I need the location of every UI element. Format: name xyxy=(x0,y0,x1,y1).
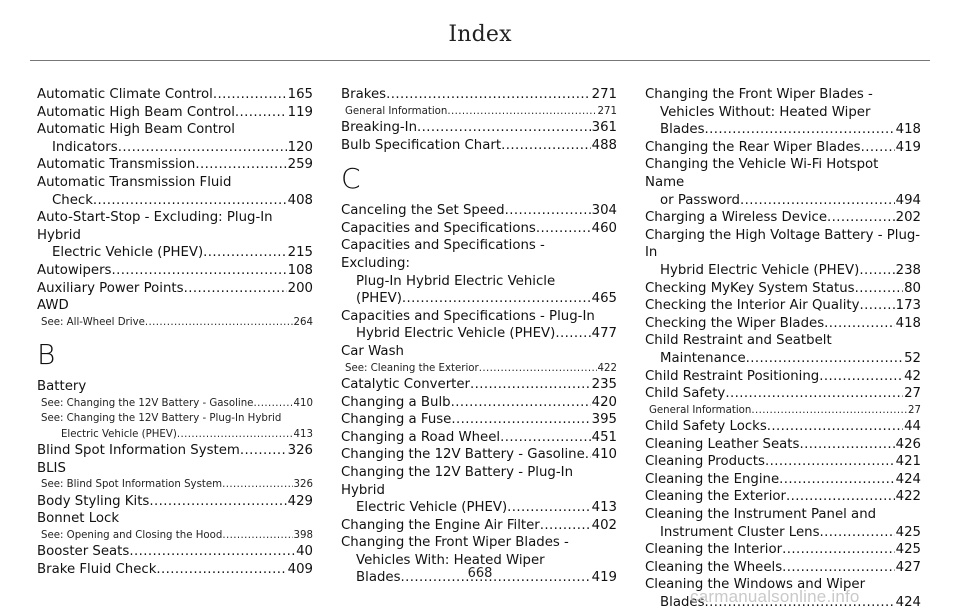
title-divider xyxy=(30,60,930,61)
entry-text-cont: Electric Vehicle (PHEV) xyxy=(356,500,508,516)
dot-leader xyxy=(799,436,894,454)
entry-text: Changing the Vehicle Wi-Fi Hotspot Name xyxy=(645,157,879,190)
index-entry[interactable] xyxy=(37,543,313,561)
entry-text: See: Changing the 12V Battery - Plug-In Hybrid xyxy=(41,413,282,425)
dot-leader xyxy=(235,104,287,122)
page-ref[interactable]: 108 xyxy=(287,262,313,278)
dot-leader xyxy=(540,517,591,535)
entry-text-cont: Plug-In Hybrid Electric Vehicle xyxy=(356,273,556,289)
page-ref[interactable]: 259 xyxy=(287,157,313,173)
dot-leader xyxy=(213,86,287,104)
entry-text: Checking the Wiper Blades xyxy=(645,315,825,331)
index-entry[interactable] xyxy=(341,446,617,464)
dot-leader xyxy=(746,350,903,368)
entry-continuation xyxy=(37,244,313,262)
index-entry[interactable] xyxy=(645,139,921,157)
index-entry[interactable] xyxy=(645,385,921,403)
dot-leader xyxy=(855,280,904,298)
entry-text-cont: Blades xyxy=(660,122,705,138)
entry-text: Charging a Wireless Device xyxy=(645,210,828,226)
page-ref[interactable]: 429 xyxy=(287,493,313,509)
dot-leader xyxy=(402,290,591,308)
page-ref[interactable]: 119 xyxy=(287,104,313,120)
entry-continuation xyxy=(41,427,313,442)
entry-text: See: All-Wheel Drive xyxy=(41,316,145,328)
dot-leader xyxy=(507,499,590,517)
page-ref[interactable]: 424 xyxy=(895,471,921,487)
dot-leader xyxy=(859,262,894,280)
page-ref[interactable]: 408 xyxy=(287,192,313,208)
page-ref[interactable]: 271 xyxy=(597,105,617,117)
entry-text-cont: (PHEV) xyxy=(356,291,402,307)
dot-leader xyxy=(222,477,292,492)
entry-text: Body Styling Kits xyxy=(37,493,150,509)
page-ref[interactable]: 409 xyxy=(287,561,313,577)
dot-leader xyxy=(479,361,597,376)
entry-text-cont: Maintenance xyxy=(660,350,746,366)
index-entry[interactable] xyxy=(37,280,313,298)
index-entry[interactable] xyxy=(645,227,921,280)
dot-leader xyxy=(767,418,903,436)
entry-continuation xyxy=(37,192,313,210)
entry-text: BLIS xyxy=(37,460,66,476)
entry-text: Changing the 12V Battery - Plug-In Hybrid xyxy=(341,464,574,498)
index-entry[interactable] xyxy=(645,453,921,471)
entry-text: Cleaning the Windows and Wiper xyxy=(645,577,866,593)
dot-leader xyxy=(779,471,894,489)
page-ref[interactable]: 421 xyxy=(895,454,921,470)
entry-text: Child Restraint Positioning xyxy=(645,368,820,384)
entry-text: Cleaning the Engine xyxy=(645,471,780,487)
entry-continuation xyxy=(341,499,617,517)
entry-text: Brake Fluid Check xyxy=(37,561,157,577)
page-ref[interactable]: 395 xyxy=(591,412,617,428)
entry-text: Child Safety Locks xyxy=(645,419,767,435)
entry-continuation xyxy=(341,273,617,291)
index-entry[interactable] xyxy=(37,378,313,396)
dot-leader xyxy=(824,315,894,333)
page-ref[interactable]: 426 xyxy=(895,436,921,452)
entry-text: Automatic Transmission xyxy=(37,157,196,173)
page-ref[interactable]: 488 xyxy=(591,137,617,153)
page-ref[interactable]: 494 xyxy=(895,192,921,208)
dot-leader xyxy=(451,394,591,412)
index-entry[interactable] xyxy=(37,493,313,511)
page-ref[interactable]: 451 xyxy=(591,429,617,445)
entry-text: Catalytic Converter xyxy=(341,376,471,392)
entry-text: See: Cleaning the Exterior xyxy=(345,362,479,374)
entry-continuation xyxy=(645,350,921,368)
dot-leader xyxy=(417,119,591,137)
entry-text-cont: Blades xyxy=(356,570,401,586)
entry-text: Autowipers xyxy=(37,262,112,278)
entry-text: Bulb Specification Chart xyxy=(341,137,502,153)
page-ref[interactable]: 425 xyxy=(895,542,921,558)
entry-text-cont: or Password xyxy=(660,192,740,208)
page-ref[interactable]: 398 xyxy=(293,529,313,541)
index-entry[interactable] xyxy=(341,119,617,137)
entry-text: Automatic High Beam Control xyxy=(37,122,235,138)
entry-text: Cleaning the Wheels xyxy=(645,559,783,575)
page-ref[interactable]: 361 xyxy=(591,120,617,135)
index-subentry[interactable] xyxy=(37,528,313,543)
index-entry[interactable] xyxy=(645,315,921,333)
entry-text: Automatic Climate Control xyxy=(37,87,213,102)
page-ref[interactable]: 465 xyxy=(591,291,617,307)
index-column-1 xyxy=(37,86,313,578)
dot-leader xyxy=(111,262,286,280)
index-entry[interactable] xyxy=(645,86,921,139)
dot-leader xyxy=(184,280,287,298)
page-number: 668 xyxy=(467,566,493,581)
entry-text-cont: Vehicles Without: Heated Wiper xyxy=(660,104,871,120)
page-ref[interactable]: 422 xyxy=(597,362,617,374)
entry-text: Changing the Rear Wiper Blades xyxy=(645,139,861,155)
dot-leader xyxy=(447,104,596,119)
dot-leader xyxy=(470,376,591,394)
index-entry[interactable] xyxy=(645,209,921,227)
index-entry[interactable] xyxy=(645,280,921,298)
entry-text: Child Restraint and Seatbelt xyxy=(645,333,832,349)
dot-leader xyxy=(118,139,287,157)
entry-text: Child Safety xyxy=(645,386,726,402)
index-entry[interactable] xyxy=(341,86,617,104)
page-ref[interactable]: 418 xyxy=(895,315,921,331)
section-letter: B xyxy=(37,338,56,372)
page-ref[interactable]: 271 xyxy=(591,87,617,102)
dot-leader xyxy=(149,493,286,511)
index-entry[interactable] xyxy=(645,506,921,541)
dot-leader xyxy=(500,429,590,447)
index-entry[interactable] xyxy=(645,297,921,315)
entry-text: Brakes xyxy=(341,87,387,102)
entry-continuation xyxy=(645,104,921,122)
index-column-2 xyxy=(341,86,617,587)
page-ref[interactable]: 425 xyxy=(895,524,921,540)
entry-text: Auxiliary Power Points xyxy=(37,280,184,296)
dot-leader xyxy=(820,524,895,542)
index-subentry[interactable] xyxy=(37,396,313,411)
page-ref[interactable]: 304 xyxy=(591,203,617,219)
entry-text-cont: Electric Vehicle (PHEV) xyxy=(61,428,177,440)
entry-text: Car Wash xyxy=(341,343,404,359)
index-subentry[interactable] xyxy=(37,411,313,442)
entry-text-cont: Check xyxy=(52,192,93,208)
page-ref[interactable]: 235 xyxy=(591,376,617,392)
dot-leader xyxy=(501,137,591,155)
watermark: carmanualsonline.info xyxy=(690,587,860,606)
page-ref[interactable]: 215 xyxy=(287,245,313,261)
dot-leader xyxy=(451,411,590,429)
dot-leader xyxy=(859,297,894,315)
entry-text: Checking MyKey System Status xyxy=(645,280,855,296)
entry-text: See: Blind Spot Information System xyxy=(41,479,223,491)
entry-text-cont: Blades xyxy=(660,595,705,611)
dot-leader xyxy=(177,427,293,442)
entry-text: Changing the Front Wiper Blades - xyxy=(645,87,873,102)
page-ref[interactable]: 326 xyxy=(293,479,313,491)
entry-text: Battery xyxy=(37,379,87,395)
index-entry[interactable] xyxy=(37,156,313,174)
index-entry[interactable] xyxy=(341,429,617,447)
index-entry[interactable] xyxy=(341,308,617,343)
index-entry[interactable] xyxy=(341,220,617,238)
page-ref[interactable]: 477 xyxy=(591,326,617,342)
entry-text-cont: Indicators xyxy=(52,139,118,155)
index-entry[interactable] xyxy=(37,262,313,280)
entry-text-cont: Electric Vehicle (PHEV) xyxy=(52,245,204,261)
index-entry[interactable] xyxy=(341,517,617,535)
page-ref[interactable]: 460 xyxy=(591,220,617,236)
index-entry[interactable] xyxy=(645,368,921,386)
entry-text: Changing the Engine Air Filter xyxy=(341,517,540,533)
entry-text-cont: Instrument Cluster Lens xyxy=(660,524,820,540)
entry-text: Charging the High Voltage Battery - Plug-In xyxy=(645,227,921,261)
index-column-3 xyxy=(645,86,921,612)
entry-text: Cleaning Products xyxy=(645,454,765,470)
entry-text: Changing a Road Wheel xyxy=(341,429,501,445)
page-ref[interactable]: 410 xyxy=(293,397,313,409)
dot-leader xyxy=(765,453,895,471)
dot-leader xyxy=(827,209,895,227)
entry-text: Cleaning Leather Seats xyxy=(645,436,800,452)
page-ref[interactable]: 120 xyxy=(287,139,313,155)
page-ref[interactable]: 173 xyxy=(895,298,921,314)
dot-leader xyxy=(861,139,895,157)
page-ref[interactable]: 52 xyxy=(904,350,921,366)
entry-text-cont: Vehicles With: Heated Wiper xyxy=(356,552,545,568)
dot-leader xyxy=(782,541,895,559)
entry-text: Booster Seats xyxy=(37,544,130,560)
dot-leader xyxy=(222,528,292,543)
index-entry[interactable] xyxy=(341,137,617,155)
dot-leader xyxy=(786,488,895,506)
entry-text: Capacities and Specifications xyxy=(341,220,536,236)
entry-text: Cleaning the Interior xyxy=(645,542,783,558)
page-ref[interactable]: 238 xyxy=(895,262,921,278)
page-ref[interactable]: 44 xyxy=(904,419,921,435)
index-entry[interactable] xyxy=(645,332,921,367)
entry-text: Auto-Start-Stop - Excluding: Plug-In Hybrid xyxy=(37,210,273,243)
entry-text: Changing the 12V Battery - Gasoline xyxy=(341,447,585,463)
index-entry[interactable] xyxy=(341,411,617,429)
page-ref[interactable]: 42 xyxy=(904,368,921,384)
page-ref[interactable]: 413 xyxy=(591,500,617,516)
dot-leader xyxy=(751,403,907,418)
entry-text: General Information xyxy=(345,105,448,117)
index-entry[interactable] xyxy=(645,156,921,209)
index-entry[interactable] xyxy=(37,104,313,122)
page-ref[interactable]: 420 xyxy=(591,394,617,410)
dot-leader xyxy=(129,543,295,561)
dot-leader xyxy=(195,156,286,174)
entry-continuation xyxy=(645,524,921,542)
dot-leader xyxy=(505,202,591,220)
index-entry[interactable] xyxy=(341,376,617,394)
index-entry[interactable] xyxy=(37,209,313,262)
index-subentry[interactable] xyxy=(37,477,313,492)
entry-text: Changing a Bulb xyxy=(341,394,451,410)
page-ref[interactable]: 424 xyxy=(895,595,921,611)
index-entry[interactable] xyxy=(645,471,921,489)
index-entry[interactable] xyxy=(341,237,617,307)
dot-leader xyxy=(93,192,287,210)
page-ref[interactable]: 27 xyxy=(908,404,921,416)
entry-text: Cleaning the Instrument Panel and xyxy=(645,507,877,523)
index-entry[interactable] xyxy=(37,510,313,528)
entry-continuation xyxy=(341,325,617,343)
index-entry[interactable] xyxy=(645,418,921,436)
index-entry[interactable] xyxy=(645,436,921,454)
page-ref[interactable]: 264 xyxy=(293,316,313,328)
page-ref[interactable]: 40 xyxy=(296,544,313,560)
dot-leader xyxy=(740,192,895,210)
page-ref[interactable]: 326 xyxy=(287,442,313,458)
page-ref[interactable]: 27 xyxy=(904,386,921,402)
entry-text: Capacities and Specifications - Excluding: xyxy=(341,238,545,271)
index-subentry[interactable] xyxy=(341,104,617,119)
index-entry[interactable] xyxy=(645,541,921,559)
entry-text-cont: Hybrid Electric Vehicle (PHEV) xyxy=(356,326,556,342)
index-subentry[interactable] xyxy=(341,361,617,376)
index-entry[interactable] xyxy=(37,86,313,104)
page-ref[interactable]: 410 xyxy=(591,447,617,463)
dot-leader xyxy=(145,315,293,330)
entry-text: Blind Spot Information System xyxy=(37,442,240,458)
index-entry[interactable] xyxy=(341,202,617,220)
page-ref[interactable]: 200 xyxy=(287,280,313,296)
page-ref[interactable]: 80 xyxy=(904,280,921,296)
index-entry[interactable] xyxy=(645,488,921,506)
entry-continuation xyxy=(645,262,921,280)
page-ref[interactable]: 418 xyxy=(895,122,921,138)
page-ref[interactable]: 419 xyxy=(591,570,617,586)
page-ref[interactable]: 202 xyxy=(895,210,921,226)
page-title: Index xyxy=(448,22,512,47)
entry-text: AWD xyxy=(37,298,69,314)
entry-text: Canceling the Set Speed xyxy=(341,203,505,219)
index-entry[interactable] xyxy=(37,297,313,315)
dot-leader xyxy=(536,220,591,238)
entry-text: Automatic High Beam Control xyxy=(37,104,235,120)
dot-leader xyxy=(705,121,895,139)
page-ref[interactable]: 165 xyxy=(287,87,313,102)
entry-text: Automatic Transmission Fluid xyxy=(37,174,232,190)
index-entry[interactable] xyxy=(37,442,313,460)
index-entry[interactable] xyxy=(341,343,617,361)
index-entry[interactable] xyxy=(341,394,617,412)
page-ref[interactable]: 419 xyxy=(895,139,921,155)
entry-text: See: Opening and Closing the Hood xyxy=(41,529,223,541)
entry-text: Changing a Fuse xyxy=(341,412,452,428)
index-entry[interactable] xyxy=(341,464,617,517)
entry-text: See: Changing the 12V Battery - Gasoline xyxy=(41,397,254,409)
entry-continuation xyxy=(37,139,313,157)
index-entry[interactable] xyxy=(37,121,313,156)
index-entry[interactable] xyxy=(37,460,313,478)
page-ref[interactable]: 422 xyxy=(895,489,921,505)
dot-leader xyxy=(386,86,591,104)
entry-continuation xyxy=(341,290,617,308)
page-ref[interactable]: 427 xyxy=(895,559,921,575)
page-ref[interactable]: 402 xyxy=(591,517,617,533)
entry-continuation xyxy=(645,192,921,210)
section-letter: C xyxy=(341,162,361,196)
entry-text: Cleaning the Exterior xyxy=(645,489,787,505)
index-entry[interactable] xyxy=(37,174,313,209)
entry-text: Checking the Interior Air Quality xyxy=(645,298,860,314)
page-ref[interactable]: 413 xyxy=(293,428,313,440)
index-subentry[interactable] xyxy=(645,403,921,418)
dot-leader xyxy=(819,368,903,386)
dot-leader xyxy=(240,442,287,460)
dot-leader xyxy=(725,385,903,403)
entry-continuation xyxy=(645,121,921,139)
entry-text: Breaking-In xyxy=(341,120,418,135)
entry-text: Capacities and Specifications - Plug-In xyxy=(341,308,595,324)
dot-leader xyxy=(555,325,590,343)
dot-leader xyxy=(203,244,286,262)
entry-text: Changing the Front Wiper Blades - xyxy=(341,535,569,551)
entry-text: General Information xyxy=(649,404,752,416)
entry-text: Bonnet Lock xyxy=(37,511,120,527)
entry-text-cont: Hybrid Electric Vehicle (PHEV) xyxy=(660,262,860,278)
index-subentry[interactable] xyxy=(37,315,313,330)
dot-leader xyxy=(253,396,292,411)
